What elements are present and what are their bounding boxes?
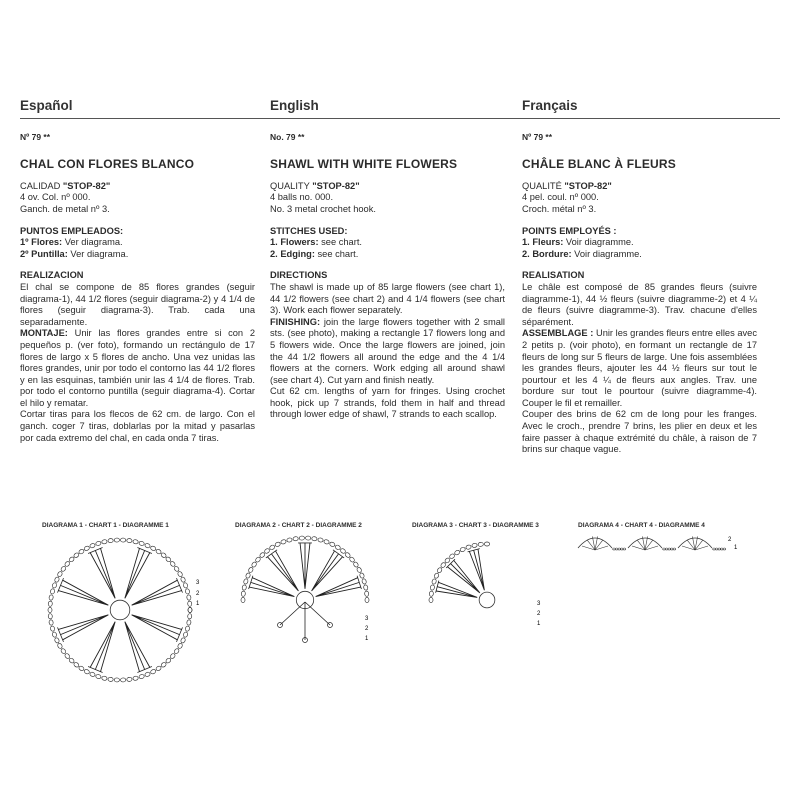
quality-value: "STOP-82" bbox=[62, 180, 111, 191]
stitch-text: Voir diagramme. bbox=[563, 237, 634, 248]
finishing-text: Unir las flores grandes entre si con 2 pequeños p. (ver foto), formando un rectángulo de 17 flores de largo x 5 flores de ancho. Una vez unidas las flores grandes, unir por todo el contorno las 44 1/2 flores y en las esquinas, también unir las 4 1/4 de flores. Trab. por todo el contorno puntilla (seguir diagrama-4). Cortar el hilo y rematar. bbox=[20, 328, 255, 408]
language-heading: English bbox=[270, 98, 319, 113]
row-label: 3 bbox=[365, 616, 369, 622]
language-heading: Español bbox=[20, 98, 73, 113]
stitch-text: see chart. bbox=[318, 237, 362, 248]
stitch-text: see chart. bbox=[314, 248, 359, 259]
fringe-text: Cortar tiras para los flecos de 62 cm. de largo. Con el ganch. coger 7 tiras, doblarlas por la mitad y pasarlas por cada extremo del chal, en cada onda 7 tiras. bbox=[20, 409, 255, 443]
stitch-label: 1º Flores: bbox=[20, 237, 63, 248]
diagram-1-title: DIAGRAMA 1 - CHART 1 - DIAGRAMME 1 bbox=[42, 522, 169, 529]
diagram-4-chart bbox=[568, 528, 748, 558]
quality-block bbox=[522, 181, 757, 216]
stitches-block bbox=[20, 226, 255, 261]
diagram-2-title: DIAGRAMA 2 - CHART 2 - DIAGRAMME 2 bbox=[235, 522, 362, 529]
stitch-label: 1. Fleurs: bbox=[522, 237, 564, 248]
directions-block bbox=[270, 270, 505, 421]
row-label: 2 bbox=[537, 611, 541, 617]
half-flower-motif bbox=[241, 536, 369, 643]
column-english bbox=[270, 100, 505, 421]
material-line: 4 balls no. 000. bbox=[270, 192, 334, 203]
stitches-block bbox=[522, 226, 757, 261]
quarter-flower-motif bbox=[429, 542, 495, 608]
material-line: No. 3 metal crochet hook. bbox=[270, 203, 376, 214]
quality-value: "STOP-82" bbox=[312, 180, 360, 191]
row-label: 1 bbox=[365, 636, 369, 642]
row-label: 1 bbox=[537, 621, 541, 627]
stitches-heading: POINTS EMPLOYÉS : bbox=[522, 225, 617, 236]
directions-text: Le châle est composé de 85 grandes fleurs (suivre diagramme-1), 44 ½ fleurs (suivre diagramme-2) et 4 ¼ de fleurs (suivre diagramme-3). Trav. chacune d'elles séparément. bbox=[522, 281, 757, 327]
stitch-text: Ver diagrama. bbox=[67, 248, 129, 259]
finishing-label: ASSEMBLAGE : bbox=[522, 328, 594, 339]
pattern-title: CHÂLE BLANC À FLEURS bbox=[522, 157, 676, 172]
quality-block bbox=[20, 181, 255, 216]
finishing-label: MONTAJE: bbox=[20, 328, 68, 339]
quality-value: "STOP-82" bbox=[564, 180, 612, 191]
directions-text: El chal se compone de 85 flores grandes (seguir diagrama-1), 44 1/2 flores (seguir diagrama-2) y 4 1/4 de flores (seguir diagrama-3). Trab. cada una separadamente. bbox=[20, 281, 255, 327]
directions-heading: REALISATION bbox=[522, 270, 585, 281]
row-label: 3 bbox=[537, 601, 541, 607]
full-flower-motif bbox=[48, 538, 192, 682]
material-line: Croch. métal nº 3. bbox=[522, 203, 597, 214]
directions-heading: DIRECTIONS bbox=[270, 270, 328, 281]
directions-heading: REALIZACION bbox=[20, 270, 84, 281]
stitch-label: 2. Edging: bbox=[270, 248, 315, 259]
material-line: 4 ov. Col. nº 000. bbox=[20, 192, 91, 203]
row-label: 1 bbox=[196, 601, 200, 607]
quality-label: QUALITY bbox=[270, 180, 313, 191]
stitch-label: 1. Flowers: bbox=[270, 237, 319, 248]
pattern-title: CHAL CON FLORES BLANCO bbox=[20, 157, 195, 172]
quality-label: QUALITÉ bbox=[522, 180, 565, 191]
row-label: 3 bbox=[196, 580, 200, 586]
diagram-2-chart bbox=[225, 530, 395, 660]
quality-label: CALIDAD bbox=[20, 180, 63, 191]
directions-text: The shawl is made up of 85 large flowers (see chart 1), 44 1/2 flowers (see chart 2) and 4 1/4 flowers (see chart 3). Work each flower separately. bbox=[270, 281, 505, 316]
stitches-block bbox=[270, 226, 505, 261]
material-line: 4 pel. coul. nº 000. bbox=[522, 192, 599, 203]
diagram-3-title: DIAGRAMA 3 - CHART 3 - DIAGRAMME 3 bbox=[412, 522, 539, 529]
directions-block bbox=[20, 270, 255, 444]
language-heading: Français bbox=[522, 98, 578, 113]
fringe-text: Cut 62 cm. lengths of yarn for fringes. Using crochet hook, pick up 7 strands, fold them in half and thread through lower edge of shawl, 7 strands to each scallop. bbox=[270, 386, 505, 420]
diagram-3-chart bbox=[415, 530, 565, 660]
stitches-heading: PUNTOS EMPLEADOS: bbox=[20, 225, 124, 236]
row-label: 1 bbox=[734, 545, 738, 551]
row-label: 2 bbox=[196, 591, 200, 597]
stitch-text: Ver diagrama. bbox=[62, 237, 123, 248]
stitches-heading: STITCHES USED: bbox=[270, 225, 348, 236]
finishing-text: join the large flowers together with 2 small sts. (see photo), making a rectangle 17 flowers long and 5 flowers wide. Once the large flowers are joined, join the 44 1/2 flowers all around the edge and the 4 1/4 flowers at the corners. Work edging all around shawl (see chart 4). Cut yarn and finish neatly. bbox=[270, 316, 505, 385]
stitch-label: 2º Puntilla: bbox=[20, 248, 68, 259]
column-francais bbox=[522, 100, 757, 456]
quality-block bbox=[270, 181, 505, 216]
row-label: 2 bbox=[365, 626, 369, 632]
stitch-text: Voir diagramme. bbox=[571, 248, 642, 259]
row-label: 2 bbox=[728, 537, 732, 543]
pattern-title: SHAWL WITH WHITE FLOWERS bbox=[270, 157, 458, 172]
directions-block bbox=[522, 270, 757, 456]
material-line: Ganch. de metal nº 3. bbox=[20, 203, 110, 214]
finishing-label: FINISHING: bbox=[270, 316, 321, 327]
pattern-number: No. 79 ** bbox=[270, 131, 305, 142]
pattern-number: Nº 79 ** bbox=[20, 131, 51, 142]
diagram-1-chart bbox=[30, 530, 230, 700]
edging-motif bbox=[578, 536, 726, 550]
pattern-number: Nº 79 ** bbox=[522, 131, 553, 142]
fringe-text: Couper des brins de 62 cm de long pour les franges. Avec le croch., prendre 7 brins, les plier en deux et les faire passer à chaque extrémité du châle, à raison de 7 brins sur chaque vague. bbox=[522, 409, 757, 455]
stitch-label: 2. Bordure: bbox=[522, 248, 572, 259]
column-espanol bbox=[20, 100, 255, 444]
finishing-text: Unir les grandes fleurs entre elles avec 2 petits p. (voir photo), en formant un rectangle de 17 fleurs de long sur 5 fleurs de large. Une fois assemblées les grandes fleurs, ajouter les 44 ½ fleurs sur tout le pourtour et les 4 ¼ de fleurs aux angles. Trav. une bordure sur tout le pourtour (suivre diagramme-4). Couper le fil et remailler. bbox=[522, 328, 758, 408]
diagram-4-title: DIAGRAMA 4 - CHART 4 - DIAGRAMME 4 bbox=[578, 522, 705, 529]
